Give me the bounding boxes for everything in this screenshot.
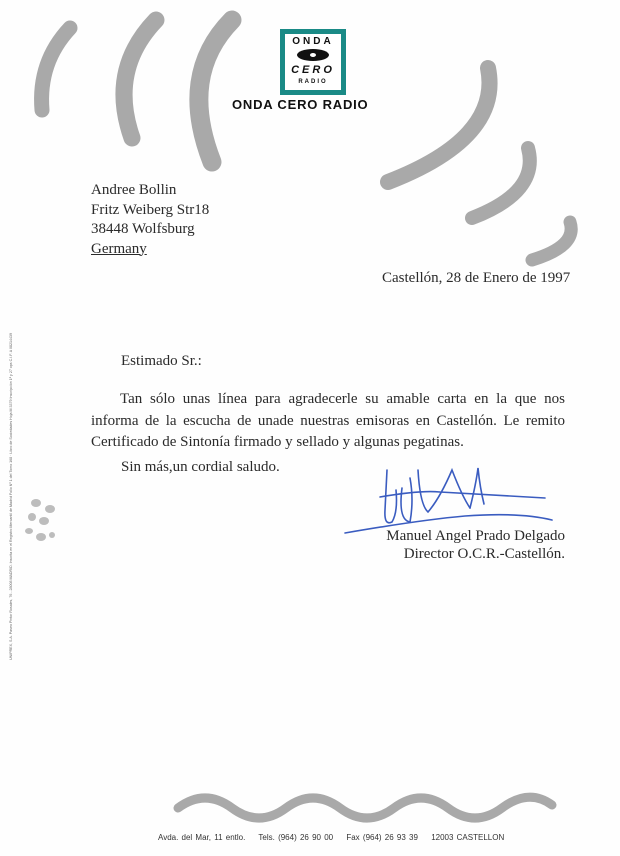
handwritten-signature — [345, 468, 552, 533]
closing: Sin más,un cordial saludo. — [121, 459, 280, 475]
footer-wave — [178, 797, 552, 818]
recipient-name: Andree Bollin — [91, 182, 177, 198]
logo-text-top: ONDA — [292, 36, 334, 47]
recipient-address — [91, 181, 209, 259]
brand-name: ONDA CERO RADIO — [232, 97, 369, 112]
body-paragraph: Tan sólo unas línea para agradecerle su amable carta en la que nos informa de la escucha de unade nuestras emisoras en Castellón. Le remito Certificado de Sintonía firmado y sellado y algunas pegatinas. — [91, 391, 565, 450]
radio-wave-arc-1 — [42, 28, 70, 110]
logo-inner — [285, 34, 341, 90]
radio-wave-arc-2 — [124, 20, 156, 138]
footer-fax: Fax (964) 26 93 39 — [346, 833, 418, 842]
legal-text: UNIPREX, S.A. Paseo Pintor Rosales, 76 - 28008 MADRID. Inscrita en el Registro Mercantil de Madrid Folio Nº 1 del Tomo 168 · Libro de Sociedades Hoja M 3379 Inscripción 1ª y 27 ops C.I.F. A 08214439 — [9, 333, 13, 660]
recipient-city: 38448 Wolfsburg — [91, 221, 195, 237]
footer-postal: 12003 CASTELLON — [431, 833, 505, 842]
dot-cluster-icon — [25, 499, 55, 541]
recipient-country: Germany — [91, 240, 147, 257]
footer-tel: Tels. (964) 26 90 00 — [258, 833, 334, 842]
radio-wave-arc-6 — [532, 222, 571, 260]
radio-wave-arc-3 — [199, 20, 232, 162]
logo-text-bottom: RADIO — [298, 79, 328, 85]
radio-wave-arc-4 — [388, 68, 490, 182]
footer-contact — [158, 833, 514, 842]
onda-cero-logo — [280, 29, 346, 95]
radio-wave-arc-5 — [472, 148, 530, 218]
signatory-title: Director O.C.R.-Castellón. — [403, 546, 565, 562]
footer-address: Avda. del Mar, 11 entlo. — [158, 833, 246, 842]
logo-text-middle: CERO — [291, 64, 335, 76]
letter-date: Castellón, 28 de Enero de 1997 — [382, 270, 571, 286]
logo-disc-icon — [297, 49, 329, 61]
legal-margin-text — [3, 220, 15, 660]
recipient-street: Fritz Weiberg Str18 — [91, 201, 210, 218]
greeting: Estimado Sr.: — [121, 353, 202, 369]
signatory-name: Manuel Angel Prado Delgado — [386, 528, 565, 544]
